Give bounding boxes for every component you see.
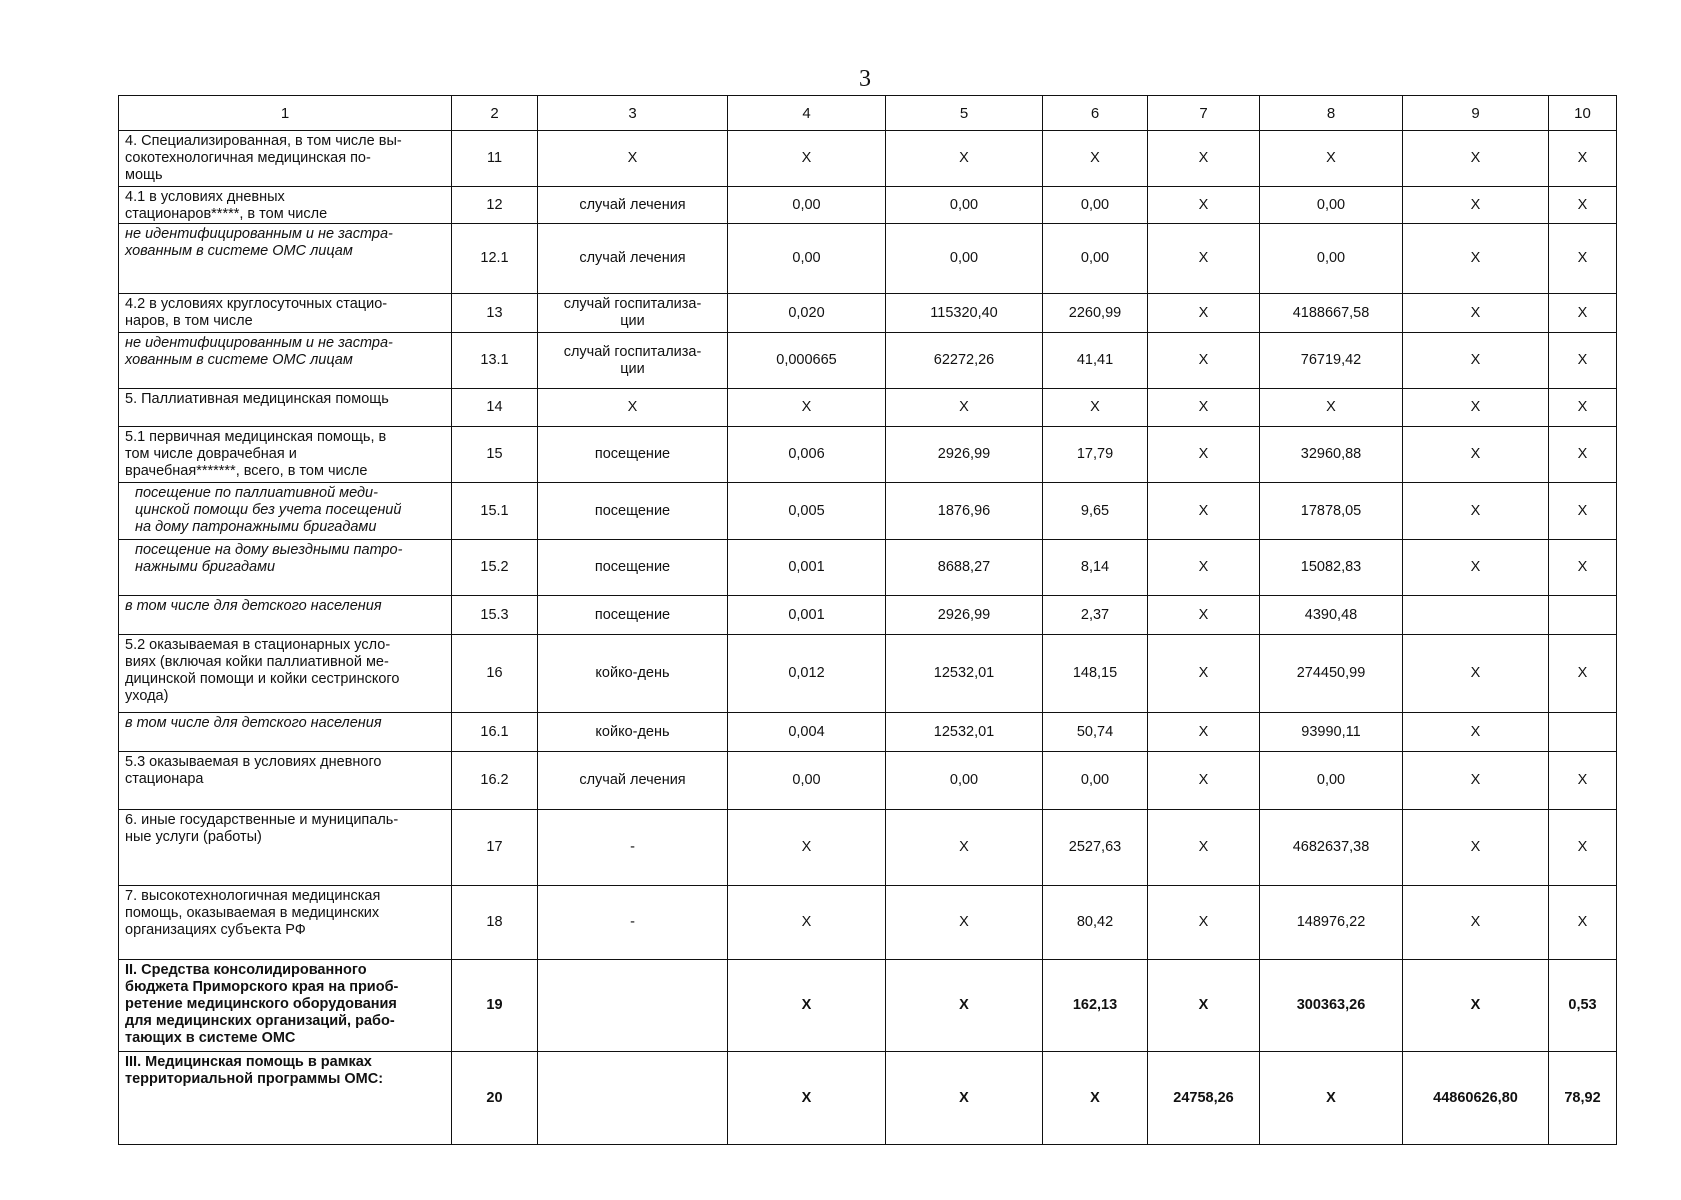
table-cell: 8688,27 <box>886 540 1043 596</box>
row-label: в том числе для детского населения <box>119 596 452 635</box>
table-cell: 0,00 <box>1043 224 1148 294</box>
table-cell: X <box>1148 427 1260 483</box>
table-cell: X <box>1549 635 1617 713</box>
table-row <box>119 886 1617 960</box>
table-cell <box>1403 596 1549 635</box>
header-row <box>119 96 1617 131</box>
table-cell: 0,00 <box>728 752 886 810</box>
table-cell: X <box>1148 389 1260 427</box>
header-cell: 5 <box>886 96 1043 131</box>
table-cell: X <box>1403 886 1549 960</box>
table-cell: X <box>1549 389 1617 427</box>
table-cell: 300363,26 <box>1260 960 1403 1052</box>
table-cell: 19 <box>452 960 538 1052</box>
table-cell: 148976,22 <box>1260 886 1403 960</box>
table-cell: X <box>728 1052 886 1145</box>
table-row <box>119 635 1617 713</box>
table-cell: 13 <box>452 294 538 333</box>
table-cell: 4682637,38 <box>1260 810 1403 886</box>
header-cell: 8 <box>1260 96 1403 131</box>
table-row <box>119 1052 1617 1145</box>
table-cell: 162,13 <box>1043 960 1148 1052</box>
table-cell: X <box>1148 960 1260 1052</box>
table-cell: случай лечения <box>538 752 728 810</box>
row-label: 4.2 в условиях круглосуточных стацио- наров, в том числе <box>119 294 452 333</box>
table-cell: случай госпитализа- ции <box>538 333 728 389</box>
data-table <box>118 95 1617 1145</box>
table-cell: X <box>728 886 886 960</box>
table-cell: 78,92 <box>1549 1052 1617 1145</box>
table-cell: 148,15 <box>1043 635 1148 713</box>
table-cell: 24758,26 <box>1148 1052 1260 1145</box>
header-cell: 7 <box>1148 96 1260 131</box>
table-cell: 2527,63 <box>1043 810 1148 886</box>
table-cell: 20 <box>452 1052 538 1145</box>
table-row <box>119 960 1617 1052</box>
table-cell: X <box>1549 886 1617 960</box>
table-cell: 0,001 <box>728 540 886 596</box>
table-cell: случай лечения <box>538 224 728 294</box>
table-cell: X <box>1148 752 1260 810</box>
row-label: III. Медицинская помощь в рамках территориальной программы ОМС: <box>119 1052 452 1145</box>
table-cell: 0,00 <box>1043 752 1148 810</box>
table-cell: посещение <box>538 427 728 483</box>
table-cell: 0,00 <box>1260 187 1403 224</box>
table-cell: X <box>1549 131 1617 187</box>
table-cell: X <box>886 810 1043 886</box>
table-cell: посещение <box>538 596 728 635</box>
table-cell: 274450,99 <box>1260 635 1403 713</box>
table-cell: 17878,05 <box>1260 483 1403 540</box>
row-label: II. Средства консолидированного бюджета Приморского края на приоб- ретение медицинского оборудования для медицинских организаций, рабо- тающих в системе ОМС <box>119 960 452 1052</box>
table-cell: X <box>1148 333 1260 389</box>
table-cell: X <box>1260 389 1403 427</box>
table-cell: 0,00 <box>886 224 1043 294</box>
table-cell: 0,00 <box>1260 224 1403 294</box>
row-label: 5.1 первичная медицинская помощь, в том числе доврачебная и врачебная*******, всего, в том числе <box>119 427 452 483</box>
table-cell: 0,020 <box>728 294 886 333</box>
table-cell: X <box>538 389 728 427</box>
row-label: 5. Паллиативная медицинская помощь <box>119 389 452 427</box>
table-cell: X <box>1148 596 1260 635</box>
table-cell: X <box>1148 483 1260 540</box>
table-cell: X <box>1148 224 1260 294</box>
table-cell: X <box>538 131 728 187</box>
table-cell: 12.1 <box>452 224 538 294</box>
table-cell: 76719,42 <box>1260 333 1403 389</box>
table-cell: X <box>1549 540 1617 596</box>
row-label: не идентифицированным и не застра- хованным в системе ОМС лицам <box>119 333 452 389</box>
table-cell: 0,012 <box>728 635 886 713</box>
row-label: в том числе для детского населения <box>119 713 452 752</box>
table-cell: X <box>1403 713 1549 752</box>
table-cell: X <box>728 960 886 1052</box>
table-cell: 0,53 <box>1549 960 1617 1052</box>
table-cell: X <box>1549 752 1617 810</box>
table-cell: 0,00 <box>1260 752 1403 810</box>
table-cell: X <box>886 960 1043 1052</box>
table-cell: 14 <box>452 389 538 427</box>
table-row <box>119 427 1617 483</box>
table-cell: 9,65 <box>1043 483 1148 540</box>
table-cell: посещение <box>538 540 728 596</box>
table-cell <box>538 1052 728 1145</box>
table-cell: X <box>1549 224 1617 294</box>
header-cell: 3 <box>538 96 728 131</box>
table-cell: 2926,99 <box>886 427 1043 483</box>
table-cell: 62272,26 <box>886 333 1043 389</box>
header-cell: 6 <box>1043 96 1148 131</box>
table-cell: 4188667,58 <box>1260 294 1403 333</box>
table-cell: X <box>1403 540 1549 596</box>
table-body <box>119 96 1617 1145</box>
table-cell: X <box>886 389 1043 427</box>
header-cell: 1 <box>119 96 452 131</box>
table-row <box>119 752 1617 810</box>
table-cell: 0,006 <box>728 427 886 483</box>
table-cell: 16.2 <box>452 752 538 810</box>
row-label: 6. иные государственные и муниципаль- ные услуги (работы) <box>119 810 452 886</box>
table-cell: X <box>886 1052 1043 1145</box>
table-cell: 11 <box>452 131 538 187</box>
table-cell: 12532,01 <box>886 635 1043 713</box>
table-cell: 15.1 <box>452 483 538 540</box>
table-cell: X <box>1403 810 1549 886</box>
table-cell: X <box>886 886 1043 960</box>
table-cell: 12532,01 <box>886 713 1043 752</box>
table-cell: 0,001 <box>728 596 886 635</box>
table-cell: 15.2 <box>452 540 538 596</box>
table-row <box>119 713 1617 752</box>
table-cell <box>1549 713 1617 752</box>
table-cell: койко-день <box>538 635 728 713</box>
table-cell: 50,74 <box>1043 713 1148 752</box>
table-cell: X <box>1148 635 1260 713</box>
table-cell: X <box>728 389 886 427</box>
row-label: 5.2 оказываемая в стационарных усло- виях (включая койки паллиативной ме- дицинской помощи и койки сестринского ухода) <box>119 635 452 713</box>
table-cell: 12 <box>452 187 538 224</box>
header-cell: 9 <box>1403 96 1549 131</box>
table-cell: X <box>1403 483 1549 540</box>
table-row <box>119 294 1617 333</box>
table-row <box>119 540 1617 596</box>
table-cell: X <box>1148 886 1260 960</box>
table-cell: 15082,83 <box>1260 540 1403 596</box>
table-cell: 1876,96 <box>886 483 1043 540</box>
table-cell: X <box>1549 483 1617 540</box>
table-cell: 0,005 <box>728 483 886 540</box>
table-cell: 80,42 <box>1043 886 1148 960</box>
row-label: 5.3 оказываемая в условиях дневного стационара <box>119 752 452 810</box>
table-cell: X <box>1148 294 1260 333</box>
table-cell: 0,00 <box>886 752 1043 810</box>
row-label: не идентифицированным и не застра- хованным в системе ОМС лицам <box>119 224 452 294</box>
page-number: 3 <box>859 66 871 92</box>
header-cell: 4 <box>728 96 886 131</box>
row-label: 7. высокотехнологичная медицинская помощь, оказываемая в медицинских организациях субъекта РФ <box>119 886 452 960</box>
table-cell: X <box>1403 294 1549 333</box>
table-cell: случай лечения <box>538 187 728 224</box>
table-cell: 18 <box>452 886 538 960</box>
table-cell: 115320,40 <box>886 294 1043 333</box>
table-cell: X <box>1549 187 1617 224</box>
table-cell: - <box>538 886 728 960</box>
table-cell: 17 <box>452 810 538 886</box>
table-cell: X <box>1043 389 1148 427</box>
table-row <box>119 333 1617 389</box>
table-cell: X <box>1148 131 1260 187</box>
table-cell: 2,37 <box>1043 596 1148 635</box>
table-cell: X <box>728 810 886 886</box>
table-cell: X <box>1403 389 1549 427</box>
table-cell: X <box>1403 224 1549 294</box>
table-cell: 0,004 <box>728 713 886 752</box>
table-cell: посещение <box>538 483 728 540</box>
table-row <box>119 483 1617 540</box>
table-cell: X <box>1403 427 1549 483</box>
table-cell: 32960,88 <box>1260 427 1403 483</box>
table-cell: X <box>886 131 1043 187</box>
table-cell: X <box>1403 131 1549 187</box>
table-cell: 15.3 <box>452 596 538 635</box>
table-cell: 17,79 <box>1043 427 1148 483</box>
table-cell: X <box>1549 427 1617 483</box>
table-cell: X <box>1403 635 1549 713</box>
table-row <box>119 389 1617 427</box>
table-cell: случай госпитализа- ции <box>538 294 728 333</box>
table-cell: 0,00 <box>728 187 886 224</box>
table-cell: X <box>1549 810 1617 886</box>
table-cell: X <box>1148 187 1260 224</box>
table-cell: X <box>1403 187 1549 224</box>
row-label: посещение по паллиативной меди- цинской помощи без учета посещений на дому патронажными бригадами <box>119 483 452 540</box>
table-cell <box>538 960 728 1052</box>
table-cell: 44860626,80 <box>1403 1052 1549 1145</box>
row-label: посещение на дому выездными патро- нажными бригадами <box>119 540 452 596</box>
table-cell: X <box>1043 131 1148 187</box>
table-cell: X <box>1148 713 1260 752</box>
table-cell: X <box>1148 810 1260 886</box>
table-cell: 2260,99 <box>1043 294 1148 333</box>
table-cell: 0,00 <box>886 187 1043 224</box>
table-cell: 4390,48 <box>1260 596 1403 635</box>
table-cell: X <box>1403 752 1549 810</box>
table-cell: 13.1 <box>452 333 538 389</box>
table-cell: 41,41 <box>1043 333 1148 389</box>
table-cell: 93990,11 <box>1260 713 1403 752</box>
row-label: 4. Специализированная, в том числе вы- сокотехнологичная медицинская по- мощь <box>119 131 452 187</box>
table-cell: X <box>1549 294 1617 333</box>
table-cell: - <box>538 810 728 886</box>
row-label: 4.1 в условиях дневных стационаров*****, в том числе <box>119 187 452 224</box>
table-row <box>119 810 1617 886</box>
table-cell: 8,14 <box>1043 540 1148 596</box>
table-row <box>119 224 1617 294</box>
table-cell: X <box>1043 1052 1148 1145</box>
table-cell: X <box>1260 131 1403 187</box>
table-cell: X <box>1403 960 1549 1052</box>
table-cell: X <box>1260 1052 1403 1145</box>
table-cell <box>1549 596 1617 635</box>
table-cell: X <box>1549 333 1617 389</box>
table-cell: 16.1 <box>452 713 538 752</box>
table-cell: X <box>728 131 886 187</box>
table-cell: 0,000665 <box>728 333 886 389</box>
header-cell: 2 <box>452 96 538 131</box>
table-cell: 15 <box>452 427 538 483</box>
table-cell: 0,00 <box>1043 187 1148 224</box>
table-cell: X <box>1148 540 1260 596</box>
header-cell: 10 <box>1549 96 1617 131</box>
table-cell: 2926,99 <box>886 596 1043 635</box>
table-cell: X <box>1403 333 1549 389</box>
table-cell: койко-день <box>538 713 728 752</box>
table-row <box>119 187 1617 224</box>
table-row <box>119 131 1617 187</box>
table-row <box>119 596 1617 635</box>
table-cell: 0,00 <box>728 224 886 294</box>
table-cell: 16 <box>452 635 538 713</box>
